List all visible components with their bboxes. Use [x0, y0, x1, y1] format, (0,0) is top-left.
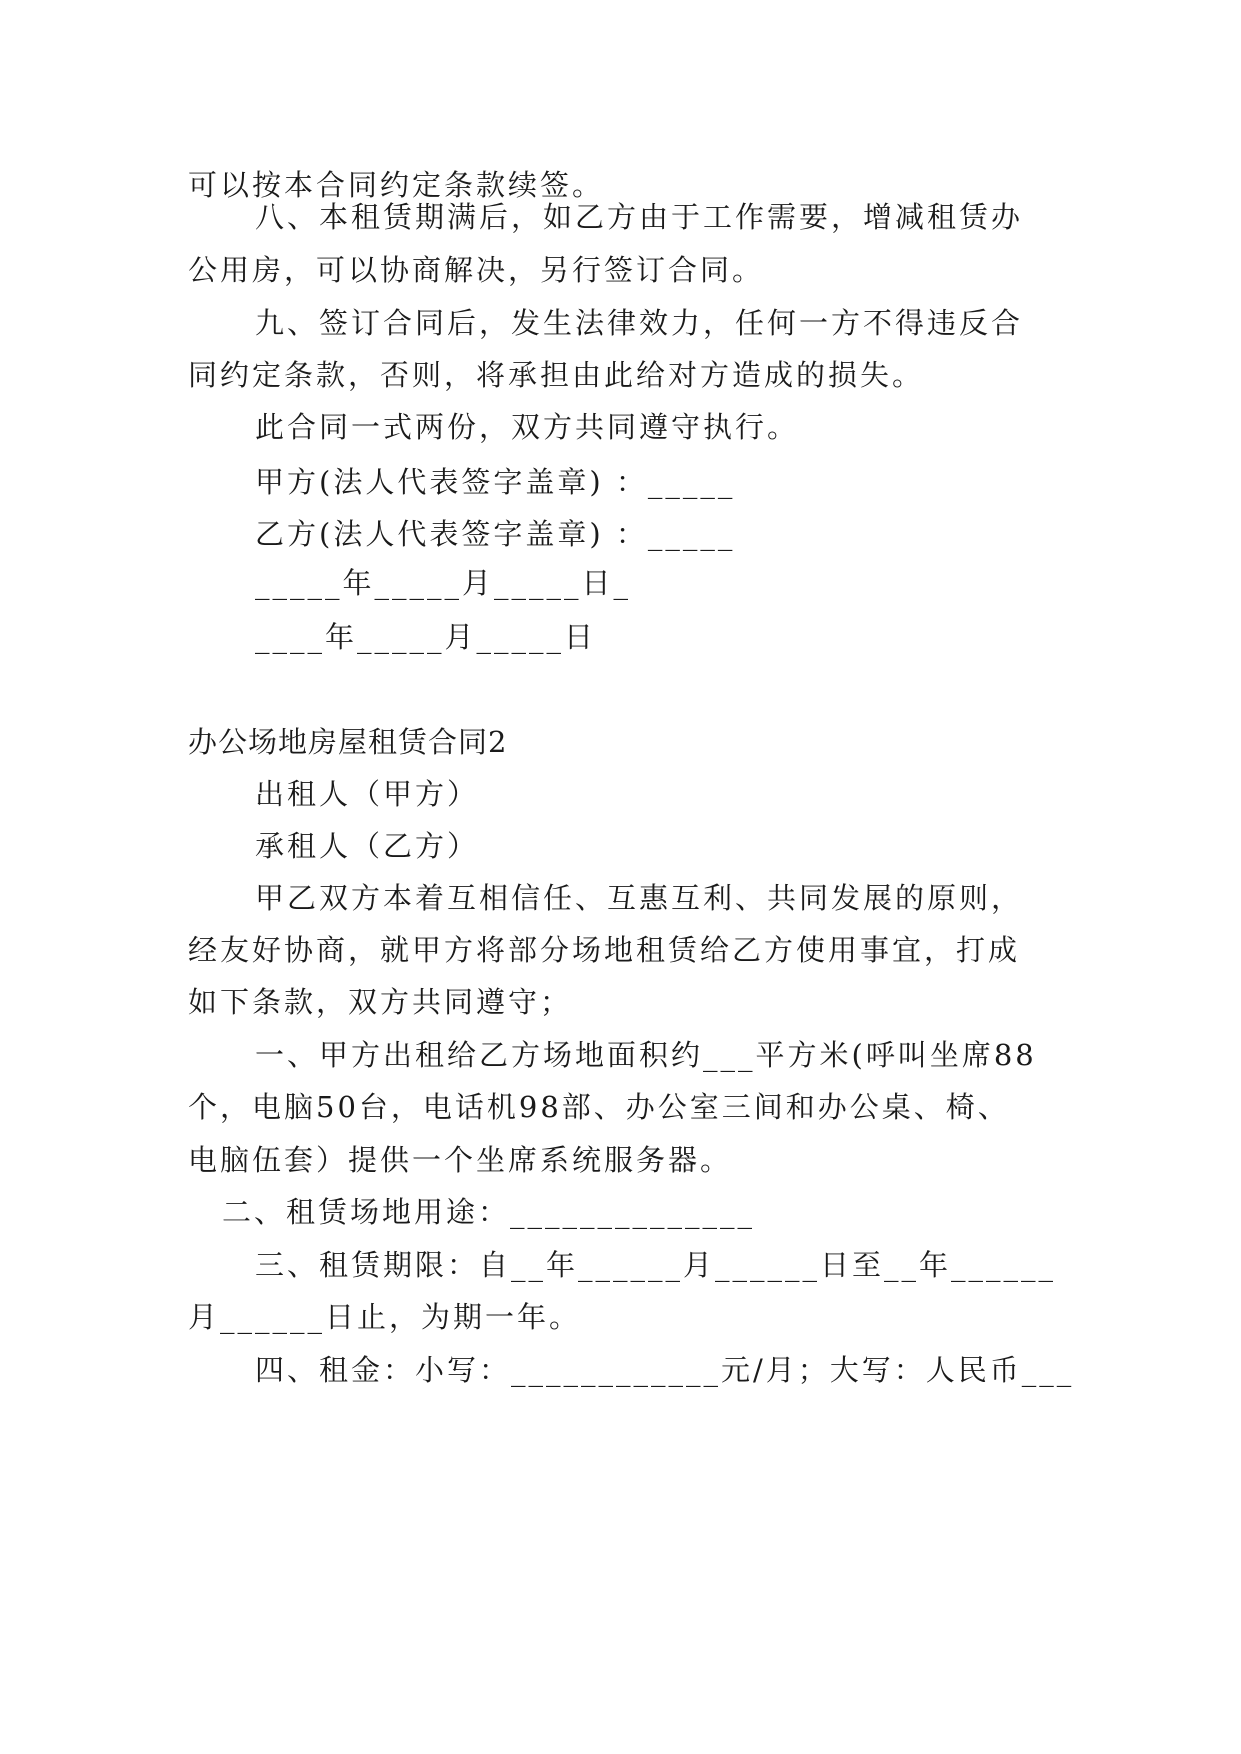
clause-3-line-2: 月______日止，为期一年。 [188, 1300, 582, 1334]
clause-1-line-2: 个，电脑50台，电话机98部、办公室三间和办公桌、椅、 [188, 1090, 1010, 1124]
clause-3-line-1: 三、租赁期限：自__年______月______日至__年______ [255, 1248, 1057, 1282]
date-line-2: ____年_____月_____日 [255, 620, 597, 654]
copies-statement: 此合同一式两份，双方共同遵守执行。 [255, 410, 800, 444]
party-a-signature: 甲方(法人代表签字盖章) ：_____ [255, 465, 736, 499]
party-b-signature: 乙方(法人代表签字盖章) ：_____ [255, 517, 736, 551]
contract-title: 办公场地房屋租赁合同2 [188, 725, 508, 759]
clause-8-line-2: 公用房，可以协商解决，另行签订合同。 [188, 253, 765, 287]
lessor-label: 出租人（甲方） [255, 777, 480, 811]
clause-9-line-1: 九、签订合同后，发生法律效力，任何一方不得违反合 [255, 306, 1024, 340]
clause-9-line-2: 同约定条款，否则，将承担由此给对方造成的损失。 [188, 358, 925, 392]
date-line-1: _____年_____月_____日_ [255, 566, 632, 600]
clause-1-line-1: 一、甲方出租给乙方场地面积约___平方米(呼叫坐席88 [255, 1038, 1037, 1072]
preamble-line-1: 甲乙双方本着互相信任、互惠互利、共同发展的原则， [255, 881, 1024, 915]
clause-2-usage: 二、租赁场地用途：______________ [222, 1195, 756, 1229]
preamble-line-3: 如下条款，双方共同遵守； [188, 985, 573, 1019]
preamble-line-2: 经友好协商，就甲方将部分场地租赁给乙方使用事宜，打成 [188, 933, 1021, 967]
clause-1-line-3: 电脑伍套）提供一个坐席系统服务器。 [188, 1143, 733, 1177]
text-line-continuation: 可以按本合同约定条款续签。 [188, 168, 605, 202]
lessee-label: 承租人（乙方） [255, 829, 480, 863]
clause-8-line-1: 八、本租赁期满后，如乙方由于工作需要，增减租赁办 [255, 200, 1024, 234]
clause-4-rent: 四、租金：小写：____________元/月；大写：人民币___ [255, 1353, 1075, 1387]
